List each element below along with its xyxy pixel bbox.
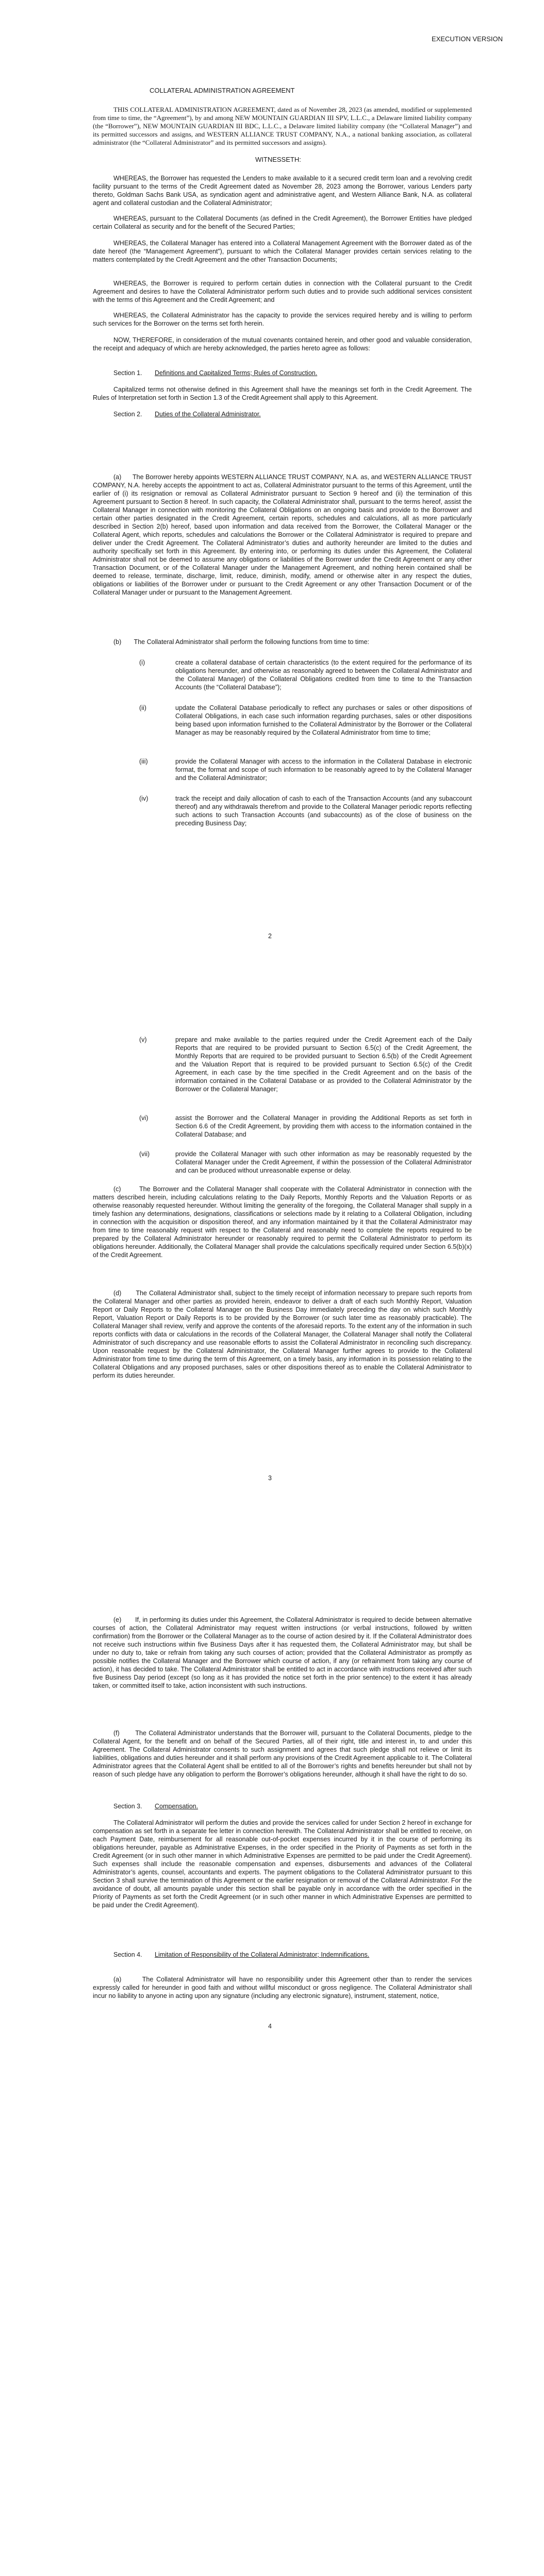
item-i-text: create a collateral database of certain characteristics (to the extent required for the performance of its obligations hereunder, and otherwise as reasonably agreed to between the Collateral Administrator and the Collateral Manager) of the Collateral Obligations credited from time to time to the Transaction Accounts (the “Collateral Database”); (175, 659, 472, 691)
paragraph-b: (b) The Collateral Administrator shall perform the following functions from time to time: (113, 638, 370, 646)
item-ii-marker: (ii) (139, 704, 146, 711)
item-i-marker: (i) (139, 659, 145, 666)
item-v-text: prepare and make available to the parties required under the Credit Agreement each of the Daily Reports that are required to be provided pursuant to Section 6.5(c) of the Credit Agreement, the Monthly Reports that are required to be provided pursuant to Section 6.5(b) of the Credit Agreement and the Valuation Report that is required to be provided pursuant to Section 6.5(c) of the Credit Agreement, in each case by the time specified in the Credit Agreement and on the basis of the information contained in the Collateral Database or as provided to the Collateral Administrator by the Borrower or the Collateral Manager; (175, 1036, 472, 1093)
paragraph-e: (e) If, in performing its duties under this Agreement, the Collateral Administrator is required to decide between alternative courses of action, the Collateral Administrator may request written instructions (or verbal instructions, followed by written confirmation) from the Borrower or the Collateral Manager as to the course of action desired by it. If the Collateral Administrator does not receive such instructions within five Business Days after it has requested them, the Collateral Administrator may, but shall be under no duty to, take or refrain from taking any such courses of action; provided that the Collateral Administrator as promptly as possible notifies the Collateral Manager and the Borrower which course of action, if any (or refrainment from taking any course of action), it has decided to take. The Collateral Administrator shall be entitled to act in accordance with instructions received after such five Business Day period (except (so long as it has provided the notice set forth in the prior sentence) to the extent it has already taken, or committed itself to take, action inconsistent with such instructions. (93, 1616, 472, 1689)
page-number-3: 3 (268, 1475, 272, 1482)
section4-heading: Limitation of Responsibility of the Collateral Administrator; Indemnifications. (155, 1951, 370, 1958)
section3-number: Section 3. (113, 1803, 142, 1810)
section2-number: Section 2. (113, 411, 142, 418)
section3-text: The Collateral Administrator will perform the duties and provide the services called for under Section 2 hereof in exchange for compensation as set forth in a separate fee letter in connection herewith. The Collateral Administrator shall be entitled to receive, on each Payment Date, reimbursement for all reasonable out-of-pocket expenses incurred by it in the course of performing its obligations hereunder, payable as Administrative Expenses, in the order specified in the Priority of Payments as set forth in the Credit Agreement (or in such other manner in which Administrative Expenses are permitted to be paid under the Credit Agreement). Such expenses shall include the reasonable compensation and expenses, disbursements and advances of the Collateral Administrator’s agents, counsel, accountants and experts. The payment obligations to the Collateral Administrator pursuant to this Section 3 shall survive the termination of this Agreement or the earlier resignation or removal of the Collateral Administrator. For the avoidance of doubt, all amounts payable under this section shall be payable only in accordance with the order specified in the Priority of Payments as set forth the Credit Agreement (or in such other manner in which Administrative Expenses are permitted to be paid under the Credit Agreement). (93, 1819, 472, 1909)
recital-1: WHEREAS, the Borrower has requested the Lenders to make available to it a secured credit term loan and a revolving credit facility pursuant to the terms of the Credit Agreement dated as November 28, 2023 among the Borrower, various Lenders party thereto, Goldman Sachs Bank USA, as syndication agent and administrative agent, and Western Alliance Bank, N.A. as collateral agent and collateral custodian and the Collateral Administrator; (93, 175, 472, 207)
witnesseth-heading: WITNESSETH: (255, 156, 301, 163)
item-vi-text: assist the Borrower and the Collateral Manager in providing the Additional Reports as set forth in Section 6.6 of the Credit Agreement, by providing them with access to the information contained in the Collateral Database; and (175, 1114, 472, 1138)
section1-text: Capitalized terms not otherwise defined in this Agreement shall have the meanings set forth in the Credit Agreement. The Rules of Interpretation set forth in Section 1.3 of the Credit Agreement shall apply to this Agreement. (93, 386, 472, 401)
intro-paragraph: THIS COLLATERAL ADMINISTRATION AGREEMENT, dated as of November 28, 2023 (as amended, modified or supplemented from time to time, the “Agreement”), by and among NEW MOUNTAIN GUARDIAN III SPV, L.L.C., a Delaware limited liability company (the “Borrower”), NEW MOUNTAIN GUARDIAN III BDC, L.L.C., a Delaware limited liability company (the “Collateral Manager”) and its permitted successors and assigns, and WESTERN ALLIANCE TRUST COMPANY, N.A., a national banking association, as collateral administrator (the “Collateral Administrator” and its permitted successors and assigns). (93, 106, 472, 146)
item-iv-marker: (iv) (139, 795, 149, 802)
item-iii-marker: (iii) (139, 758, 148, 765)
item-iv-text: track the receipt and daily allocation of cash to each of the Transaction Accounts (and any subaccount thereof) and any withdrawals therefrom and provide to the Collateral Manager periodic reports reflecting such actions to such Transaction Accounts (and subaccounts) as of the close of business on the preceding Business Day; (175, 795, 472, 827)
page-title: COLLATERAL ADMINISTRATION AGREEMENT (150, 87, 295, 94)
recital-4: WHEREAS, the Borrower is required to perform certain duties in connection with the Collateral pursuant to the Credit Agreement and desires to have the Collateral Administrator perform such duties and to provide such additional services consistent with the terms of this Agreement and the Credit Agreement; and (93, 280, 472, 303)
section1-heading: Definitions and Capitalized Terms; Rules of Construction. (155, 369, 318, 377)
version-label: EXECUTION VERSION (432, 35, 503, 43)
item-vii-marker: (vii) (139, 1150, 150, 1158)
recital-2: WHEREAS, pursuant to the Collateral Documents (as defined in the Credit Agreement), the Borrower Entities have pledged certain Collateral as security and for the benefit of the Secured Parties; (93, 215, 472, 230)
page-number-4: 4 (268, 2023, 272, 2030)
item-iii-text: provide the Collateral Manager with access to the information in the Collateral Database in electronic format, the format and scope of such information to be reasonably agreed to by the Collateral Manager and the Collateral Administrator; (175, 758, 472, 782)
page-number-2: 2 (268, 933, 272, 940)
paragraph-d: (d) The Collateral Administrator shall, subject to the timely receipt of information necessary to prepare such reports from the Collateral Manager and other parties as provided herein, endeavor to deliver a draft of each such Monthly Report, Valuation Report or Daily Reports to the Collateral Manager on the Business Day immediately preceding the day on which such Monthly Report, Valuation Report or Daily Reports is to be provided by the Borrower (or such later time as reasonably practicable). The Collateral Manager shall review, verify and approve the contents of the aforesaid reports. To the extent any of the information in such reports conflicts with data or calculations in the records of the Collateral Manager, the Collateral Manager shall notify the Collateral Administrator of such discrepancy and use reasonable efforts to assist the Collateral Administrator in reconciling such discrepancy. Upon reasonable request by the Collateral Administrator, the Collateral Manager further agrees to provide to the Collateral Administrator from time to time during the term of this Agreement, on a timely basis, any information in its possession relating to the Collateral Obligations and any proposed purchases, sales or other dispositions thereof as to enable the Collateral Administrator to perform its duties hereunder. (93, 1290, 472, 1379)
item-vii-text: provide the Collateral Manager with such other information as may be reasonably requested by the Collateral Manager under the Credit Agreement, if within the possession of the Collateral Administrator and can be produced without unreasonable expense or delay. (175, 1150, 472, 1174)
section2-heading: Duties of the Collateral Administrator. (155, 411, 261, 418)
recital-5: WHEREAS, the Collateral Administrator has the capacity to provide the services required hereby and is willing to perform such services for the Borrower on the terms set forth herein. (93, 312, 472, 327)
item-v-marker: (v) (139, 1036, 147, 1043)
item-ii-text: update the Collateral Database periodically to reflect any purchases or sales or other dispositions of Collateral Obligations, in each case such information regarding purchases, sales or other dispositions being based upon information furnished to the Collateral Administrator by the Borrower or the Collateral Manager as may be reasonably required by the Collateral Administrator from time to time; (175, 704, 472, 736)
paragraph-f: (f) The Collateral Administrator understands that the Borrower will, pursuant to the Collateral Documents, pledge to the Collateral Agent, for the benefit and on behalf of the Secured Parties, all of their right, title and interest in, to and under this Agreement. The Collateral Administrator consents to such assignment and agrees that such pledge shall not relieve or limit its liabilities, obligations and duties hereunder and it shall perform any provisions of the Credit Agreement applicable to it. The Collateral Administrator agrees that the Collateral Agent shall be entitled to all of the Borrower’s rights and benefits hereunder but shall not by reason of such pledge have any obligation to perform the Borrower’s obligations hereunder, although it shall have the right to do so. (93, 1730, 472, 1778)
recital-6: NOW, THEREFORE, in consideration of the mutual covenants contained herein, and other good and valuable consideration, the receipt and adequacy of which are hereby acknowledged, the parties hereto agree as follows: (93, 336, 472, 352)
section1-number: Section 1. (113, 369, 142, 377)
paragraph-a: (a) The Borrower hereby appoints WESTERN ALLIANCE TRUST COMPANY, N.A. as, and WESTERN ALLIANCE TRUST COMPANY, N.A. hereby accepts the appointment to act as, Collateral Administrator pursuant to the terms of this Agreement, until the earlier of (i) its resignation or removal as Collateral Administrator pursuant to Section 9 hereof and (ii) the termination of this Agreement pursuant to Section 8 hereof. In such capacity, the Collateral Administrator shall, pursuant to the terms hereof, assist the Collateral Manager in connection with monitoring the Collateral Obligations on an ongoing basis and provide to the Borrower and certain other parties designated in the Credit Agreement, certain reports, schedules and calculations, all as more particularly described in Section 2(b) hereof, based upon information and data received from the Borrower, the Collateral Manager or the Collateral Agent, which reports, schedules and calculations the Borrower or the Collateral Administrator is required to prepare and deliver under the Credit Agreement. The Collateral Administrator’s duties and authority hereunder are limited to the duties and authority specifically set forth in this Agreement. By entering into, or performing its duties under this Agreement, the Collateral Administrator shall not be deemed to assume any obligations or liabilities of the Borrower under the Credit Agreement or any other Transaction Document, or of the Collateral Manager under the Management Agreement, and nothing herein contained shall be deemed to release, terminate, discharge, limit, reduce, diminish, modify, amend or otherwise alter in any respect the duties, obligations or liabilities of the Borrower under or pursuant to the Credit Agreement or any other Transaction Document or of the Collateral Manager under or pursuant to the Management Agreement. (93, 473, 472, 596)
section4-number: Section 4. (113, 1951, 142, 1958)
item-vi-marker: (vi) (139, 1114, 149, 1122)
section3-heading: Compensation. (155, 1803, 199, 1810)
paragraph-c: (c) The Borrower and the Collateral Manager shall cooperate with the Collateral Administrator in connection with the matters described herein, including calculations relating to the Daily Reports, Monthly Reports and the Valuation Reports or as otherwise reasonably requested hereunder. Without limiting the generality of the foregoing, the Collateral Manager shall supply in a timely fashion any determinations, designations, classifications or selections made by it relating to a Collateral Obligation, including in connection with the acquisition or disposition thereof, and any information maintained by it that the Collateral Administrator may from time to time reasonably request with respect to the Collateral and reasonably need to complete the reports required to be prepared by the Collateral Administrator hereunder or reasonably required to permit the Collateral Administrator to perform its obligations hereunder. Additionally, the Collateral Manager shall provide the calculations specifically required under Section 6.5(b)(x) of the Credit Agreement. (93, 1185, 472, 1259)
section4-text: (a) The Collateral Administrator will have no responsibility under this Agreement other than to render the services expressly called for hereunder in good faith and without willful misconduct or gross negligence. The Collateral Administrator shall incur no liability to anyone in acting upon any signature (including any electronic signature), instrument, statement, notice, (93, 1976, 472, 1999)
recital-3: WHEREAS, the Collateral Manager has entered into a Collateral Management Agreement with the Borrower dated as of the date hereof (the “Management Agreement”), pursuant to which the Collateral Manager provides certain services relating to the matters contemplated by the Credit Agreement and the other Transaction Documents; (93, 240, 472, 263)
